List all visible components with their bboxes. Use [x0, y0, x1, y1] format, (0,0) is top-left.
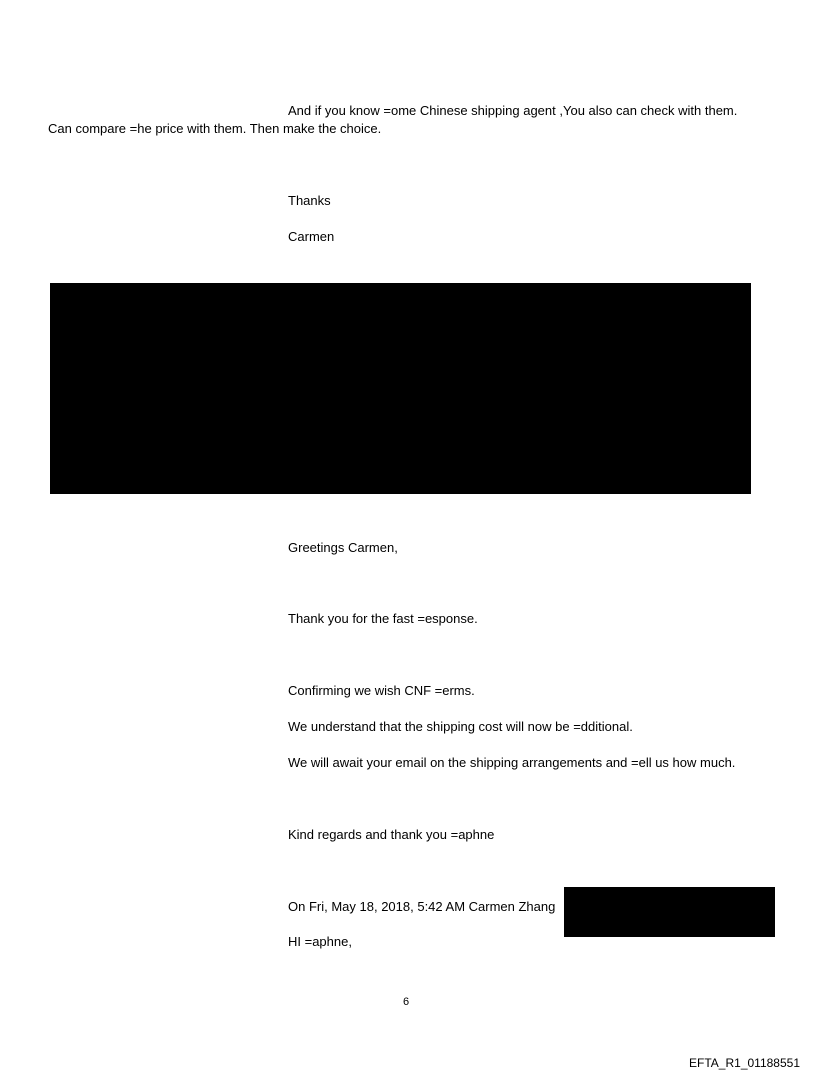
- quoted-email-greeting: HI =aphne,: [288, 934, 352, 949]
- page-number: 6: [403, 996, 410, 1008]
- email-confirm-terms: Confirming we wish CNF =erms.: [288, 683, 475, 698]
- email-await: We will await your email on the shipping arrangements and =ell us how much.: [288, 755, 736, 770]
- email-regards: Kind regards and thank you =aphne: [288, 827, 495, 842]
- email-line-shipping-agent: And if you know =ome Chinese shipping agent ,You also can check with them.: [288, 103, 738, 118]
- document-id: EFTA_R1_01188551: [689, 1056, 800, 1070]
- redaction-block-large: [50, 283, 751, 494]
- email-thank-you: Thank you for the fast =esponse.: [288, 611, 478, 626]
- redaction-block-email-address: [564, 887, 775, 937]
- email-greeting: Greetings Carmen,: [288, 540, 398, 555]
- quoted-email-header: On Fri, May 18, 2018, 5:42 AM Carmen Zhang: [288, 899, 556, 914]
- email-thanks: Thanks: [288, 193, 331, 208]
- email-signature: Carmen: [288, 229, 335, 244]
- email-shipping-cost: We understand that the shipping cost will now be =dditional.: [288, 719, 633, 734]
- email-line-compare-price: Can compare =he price with them. Then make the choice.: [48, 121, 382, 136]
